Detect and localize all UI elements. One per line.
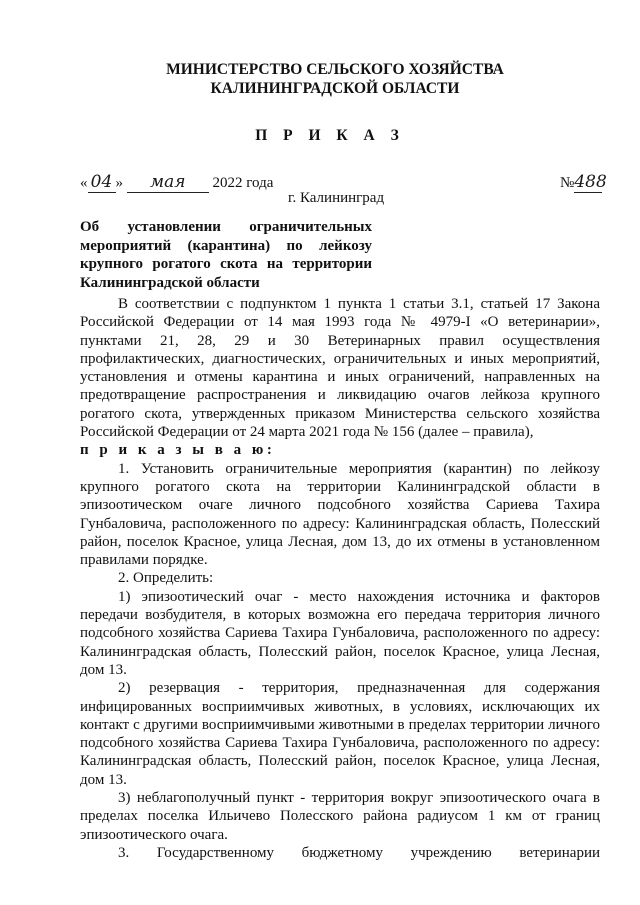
item-1: 1. Установить ограничительные мероприятия (карантин) по лейкозу крупного рогатого скота на территории Калининградской области в эпизоотическом очаге личного подсобного хозяйства Сариева Тахира Гунбаловича, расположенного по адресу: Калининградская область, Полесский район, поселок Красное, улица Лесная, дом 13, до их отмены в установленном правилами порядке. <box>80 460 600 569</box>
ministry-name-line2: КАЛИНИНГРАДСКОЙ ОБЛАСТИ <box>210 80 460 97</box>
order-date <box>80 172 273 193</box>
date-open-quote: « <box>80 175 88 191</box>
subject-line: Калининградской области <box>80 274 260 291</box>
item-2-1: 1) эпизоотический очаг - место нахождения источника и факторов передачи возбудителя, в которых возможна его передача территория личного подсобного хозяйства Сариева Тахира Гунбаловича, расположенного по адресу: Калининградская область, Полесский район, поселок Красное, улица Лесная, дом 13. <box>80 588 600 678</box>
order-city: г. Калининград <box>288 190 385 206</box>
order-subject <box>80 218 372 292</box>
date-year: 2022 года <box>212 175 274 191</box>
date-close-quote: » <box>115 175 123 191</box>
order-title: П Р И К А З <box>255 127 405 144</box>
ministry-header <box>0 60 640 98</box>
item-2-2: 2) резервация - территория, предназначенная для содержания инфицированных восприимчивых животных, в условиях, исключающих их контакт с другими восприимчивыми животными в пределах территории личного подсобного хозяйства Сариева Тахира Гунбаловича, расположенного по адресу: Калининградская область, Полесский район, поселок Красное, улица Лесная, дом 13. <box>80 680 600 788</box>
date-day: 04 <box>88 172 116 193</box>
ministry-name-line1: МИНИСТЕРСТВО СЕЛЬСКОГО ХОЗЯЙСТВА <box>166 61 504 78</box>
date-month: мая <box>127 172 209 193</box>
order-number-value: 488 <box>574 172 607 192</box>
subject-line: Об установлении ограничительных <box>80 219 372 235</box>
decree-word: п р и к а з ы в а ю: <box>80 442 276 459</box>
subject-line: крупного рогатого скота на территории <box>80 256 372 272</box>
item-3: 3. Государственному бюджетному учреждению ветеринарии <box>118 844 600 861</box>
intro-paragraph: В соответствии с подпунктом 1 пункта 1 статьи 3.1, статьей 17 Закона Российской Федерации от 14 мая 1993 года № 4979-I «О ветеринарии», пунктами 21, 28, 29 и 30 Ветеринарных правил осуществления профилактических, диагностических, ограничительных и иных мероприятий, установления и отмены карантина и иных ограничений, направленных на предотвращение распространения и ликвидацию очагов лейкоза крупного рогатого скота, утвержденных приказом Министерства сельского хозяйства Российской Федерации от 24 марта 2021 года № 156 (далее – правила), <box>80 296 600 441</box>
order-number-label: № <box>560 175 575 191</box>
order-number <box>560 172 607 193</box>
subject-line: мероприятий (карантина) по лейкозу <box>80 237 372 254</box>
item-2-3: 3) неблагополучный пункт - территория вокруг эпизоотического очага в пределах поселка Ильичево Полесского района радиусом 1 км от границ эпизоотического очага. <box>80 790 600 843</box>
order-body <box>80 295 600 862</box>
item-2: 2. Определить: <box>118 570 214 587</box>
